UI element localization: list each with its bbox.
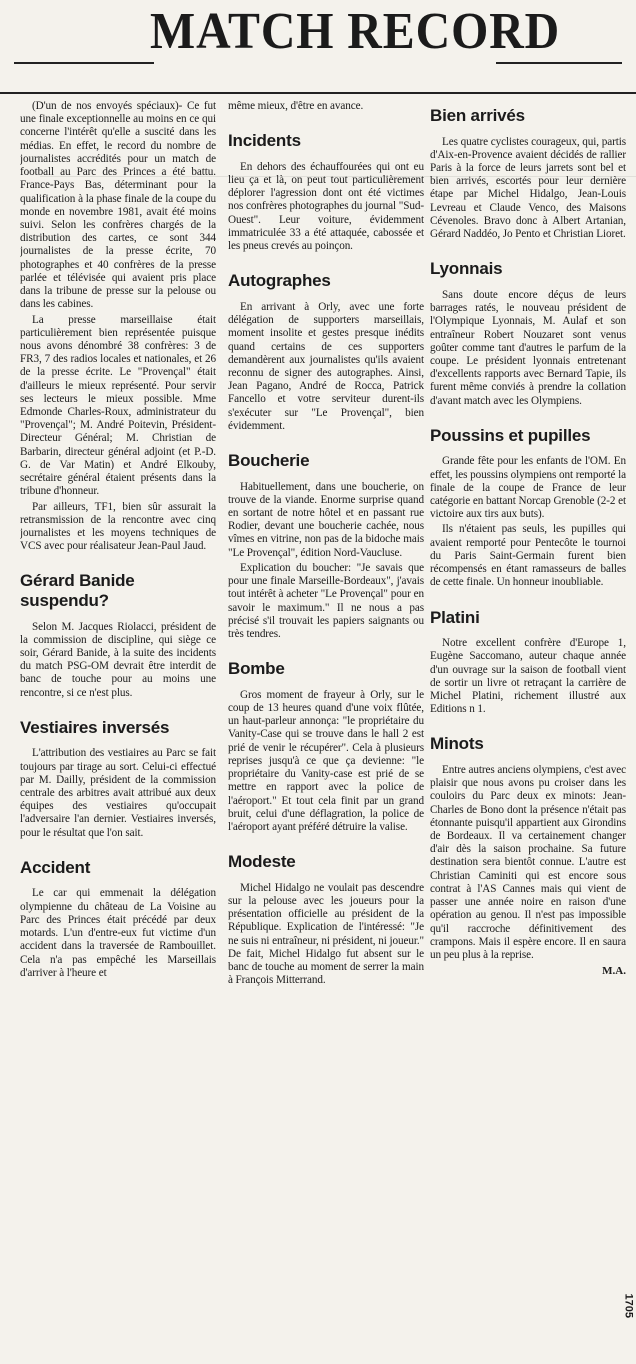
masthead [0, 0, 636, 94]
article-paragraph: même mieux, d'être en avance. [228, 100, 364, 112]
section-heading: Boucherie [228, 451, 310, 471]
section-heading: Vestiaires inversés [20, 717, 170, 737]
column-3 [430, 100, 626, 1350]
article-paragraph: Michel Hidalgo ne voulait pas descendre sur la pelouse avec les joueurs pour la présentation officielle au président de la République. Explication de l'intéressé: "Je ne suis ni entraîneur, ni président, ni joueur." De fait, Michel Hidalgo fut absent sur le banc de touche au moment de serrer la main à François Mitterrand. [228, 881, 424, 987]
column-1 [20, 100, 216, 1350]
article-paragraph: En dehors des échauffourées qui ont eu lieu ça et là, on peut tout particulièrement déplorer l'agression dont ont été victimes nos confrères photographes du journal "Sud-Ouest". Leur voiture, évidemment immatriculée 33 a été attaquée, cabossée et les pneus crevés au poinçon. [228, 160, 424, 253]
section-heading: Accident [20, 857, 91, 877]
section-heading: Modeste [228, 852, 296, 872]
article-paragraph: La presse marseillaise était particulièrement bien représentée puisque nous avons dénombré 38 confrères: 3 de FR3, 7 des radios locales et nationales, et 26 de la presse écrite. Le "Provençal" était d'ailleurs le mieux représenté. Pour servir ses lecteurs le mieux possible. Mme Edmonde Charles-Roux, administrateur du "Provençal"; M. André Poitevin, Président-Directeur Général; M. Christian de Barbarin, directeur général adjoint (et P.-D. G. de Var Matin) et André Elkouby, secrétaire général étaient présents dans la tribune d'honneur. [20, 313, 216, 498]
section-heading: Poussins et pupilles [430, 425, 591, 445]
article-paragraph: Entre autres anciens olympiens, c'est avec plaisir que nous avons pu croiser dans les couloirs du Parc deux ex minots: Jean-Charles de Bono dont la présence n'était pas étonnante puisqu'il appartient aux Girondins de Bordeaux. Il va certainement changer d'air dès la saison prochaine. Sa future destination sera bientôt connue. L'autre est Christian Caminiti qui est encore sous contrat à l'AS Cannes mais qui vient de passer une année noire en raison d'une opération au genou. Il n'est pas impossible qu'il raccroche définitivement des crampons. Mais il espère encore. Il en saura un peu plus à la reprise. [430, 763, 626, 962]
article-paragraph: Le car qui emmenait la délégation olympienne du château de La Voisine au Parc des Princes était précédé par deux motards. L'un d'entre-eux fut victime d'un accident dans la traversée de Rambouillet. Cela n'a pas empêché les Marseillais d'arriver à l'heure et [20, 887, 216, 979]
article-paragraph: Sans doute encore déçus de leurs barrages ratés, le nouveau président de l'Olympique Lyonnais, M. Aulaf et son entraîneur Robert Nouzaret sont venus goûter comme tant d'autres le parfum de la coupe. Le président lyonnais entretenant d'excellents rapports avec Bernard Tapie, ils furent même conviés à prendre la collation d'avant match avec les Olympiens. [430, 288, 626, 407]
page-title: MATCH RECORD [150, 3, 561, 60]
masthead-rule-right [496, 62, 622, 64]
masthead-rule-left [14, 62, 154, 64]
article-paragraph: (D'un de nos envoyés spéciaux)- Ce fut une finale exceptionnelle au moins en ce qui concerne l'intérêt qu'elle a suscité dans les médias. En effet, le record du nombre de journalistes accrédités pour un match de football au Parc des Princes a été battu. France-Pays Bas, déterminant pour la qualification à la phase finale de la coupe du monde en novembre 1981, avait été moins suivi. Selon les confrères chargés de la distribution des cartes, ce sont 344 journalistes de la presse écrite, 70 photographes et 40 confrères de la presse parlée et télévisée qui avaient pris place dans la tribune de presse sur la pelouse ou dans les cabines. [20, 100, 216, 311]
page-code: 1705 [622, 1293, 634, 1318]
article-paragraph: Grande fête pour les enfants de l'OM. En effet, les poussins olympiens ont remporté la finale de la coupe de France de leur catégorie en battant Norcap Grenoble (2-2 et victoire aux tirs aux buts). [430, 455, 626, 521]
section-heading: Minots [430, 734, 484, 754]
article-paragraph: L'attribution des vestiaires au Parc se fait toujours par tirage au sort. Celui-ci effectué par M. Dailly, président de la commission centrale des arbitres avait attribué aux deux équipes des vestiaires qu'occupait l'adversaire l'an dernier. Vestiaires inversés, pour le résultat que l'on sait. [20, 747, 216, 839]
article-paragraph: Explication du boucher: "Je savais que pour une finale Marseille-Bordeaux", j'avais tout intérêt à acheter "Le Provençal" pour en savoir le maximum." Il ne nous a pas précisé s'il trouvait les papiers saignants ou très tendres. [228, 561, 424, 640]
article-paragraph: En arrivant à Orly, avec une forte délégation de supporters marseillais, moment insolite et gestes presque inédits quand certains de ces supporters demandèrent aux journalistes qu'ils avaient reconnu de signer des autographes. Ainsi, Jean Pagano, André de Rocca, Patrick Fancello et votre serviteur durent-ils s'exécuter sur "Le Provençal", bien évidemment. [228, 300, 424, 432]
author-signature: M.A. [602, 965, 626, 978]
article-paragraph: Ils n'étaient pas seuls, les pupilles qui avaient remporté pour Pentecôte le tournoi du Paris Saint-Germain furent bien récompensés en étant ramasseurs de balles de cette finale. Un honneur inoubliable. [430, 523, 626, 589]
section-heading: Platini [430, 607, 480, 627]
article-paragraph: Les quatre cyclistes courageux, qui, partis d'Aix-en-Provence avaient décidés de rallier Paris à la force de leurs jarrets sont bel et bien arrivés, escortés pour leur dernière étape par Michel Hidalgo, Jean-Louis Levreau et Claude Venco, des Maisons Cévenoles. Bravo donc à Albert Artanian, Gérard Naddéo, Jo Pento et Christian Lioret. [430, 135, 626, 241]
section-heading: Lyonnais [430, 259, 503, 279]
section-heading: Autographes [228, 271, 331, 291]
article-paragraph: Notre excellent confrère d'Europe 1, Eugène Saccomano, auteur chaque année d'un ouvrage sur la saison de football vient de sortir un livre ot retraçant la carrière de Michel Platini, richement illustré aux Editions n 1. [430, 637, 626, 716]
article-paragraph: Selon M. Jacques Riolacci, président de la commission de discipline, qui siège ce soir, Gérard Banide, à la suite des incidents du match PSG-OM devrait être interdit de banc de touche pour au moins une rencontre, si ce n'est plus. [20, 620, 216, 699]
article-paragraph: Par ailleurs, TF1, bien sûr assurait la retransmission de la rencontre avec cinq journalistes et les moyens techniques de VCS avec pour réalisateur Jean-Paul Jaud. [20, 500, 216, 553]
article-paragraph: Habituellement, dans une boucherie, on trouve de la viande. Enorme surprise quand en sortant de notre hôtel et en passant rue Rodier, devant une boucherie cachée, nous vîmes en vitrine, non pas de la bidoche mais "Le Provençal", édition Nord-Vaucluse. [228, 480, 424, 559]
section-heading: Bombe [228, 659, 285, 679]
section-heading: Incidents [228, 131, 301, 151]
section-heading: Gérard Banide suspendu? [20, 571, 135, 610]
article-paragraph: Gros moment de frayeur à Orly, sur le coup de 13 heures quand d'une voix flûtée, un haut-parleur annonça: "le propriétaire du Vanity-Case qui se trouve dans le hall 2 est prié de venir le récupérer". Cela à plusieurs reprises jusqu'à ce que ça devienne: "le propriétaire du Vanity-case est prié de se mettre en rapport avec la police de l'aéroport." Et tout cela finit par un grand bruit, celui d'une déflagration, la police de l'aéroport ayant préféré détruire la valise. [228, 688, 424, 833]
section-heading: Bien arrivés [430, 106, 525, 125]
column-2 [228, 100, 424, 1350]
